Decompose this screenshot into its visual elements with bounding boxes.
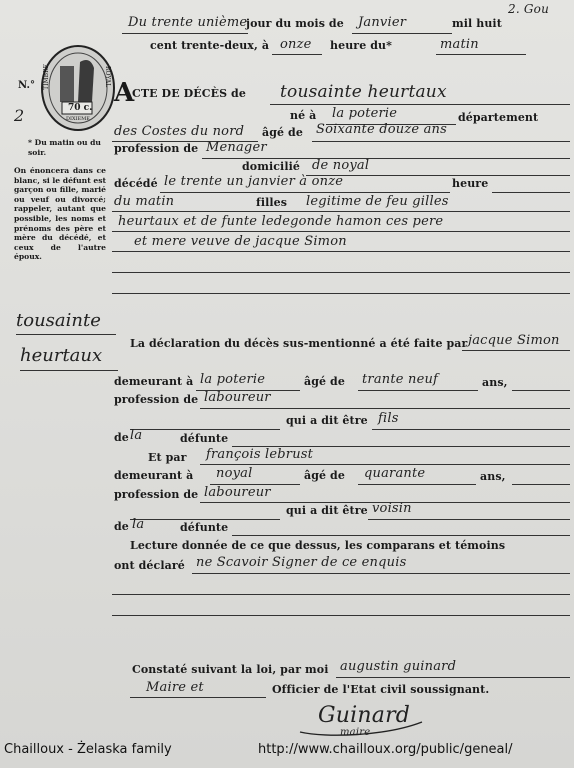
label-defunte: défunte [180,432,229,445]
stamp-top-text: TIMBRE [43,64,50,90]
stamp-bottom: DIXIEME [66,116,90,122]
acte-name: tousainte heurtaux [280,82,447,102]
label-domicile: domicilié [242,160,300,173]
label-defunte-2: défunte [180,521,229,534]
detail-line-a: du matin [114,194,175,209]
declarant-age: trante neuf [362,372,439,387]
detail-line-b: heurtaux et de funte ledegonde hamon ces pere [118,214,444,229]
header-hour: onze [280,37,312,52]
label-departement: département [458,111,539,124]
label-profession-2: profession de [114,393,199,406]
domicile: de noyal [312,158,370,173]
residence: la poterie [200,372,266,387]
label-demeurant-2: demeurant à [114,469,194,482]
label-ont-declare: ont déclaré [114,559,185,572]
number-label: N.° [18,80,35,91]
death-date: le trente un janvier à onze [164,174,344,189]
label-ans-2: ans, [480,470,506,483]
officer-name: augustin guinard [340,659,457,674]
label-et-par: Et par [148,451,187,464]
margin-instructions: On énoncera dans ce blanc, si le défunt est garçon ou fille, marié ou veuf ou divorcé; rappeler, autant que possible, les noms et prénoms des père et mère du décédé, et ceux de l'autre époux. [14,166,106,262]
footer-url[interactable]: http://www.chailloux.org/public/geneal/ [258,742,513,757]
relation-2: voisin [372,501,412,516]
note-star: * Du matin ou du soir. [28,138,101,157]
acte-title: CTE DE DÉCÈS de [132,87,246,100]
second-declarant: françois lebrust [206,447,314,462]
second-declarant-age: quarante [364,466,426,481]
constate-text: Constaté suivant la loi, par moi [132,663,329,676]
signature-flourish-icon [296,708,426,738]
label-profession-3: profession de [114,488,199,501]
label-ans: ans, [482,376,508,389]
department: des Costes du nord [114,124,245,139]
corner-note: 2. Gou [508,2,550,16]
label-qui-2: qui a dit être [286,504,368,517]
signature-statement: ne Scavoir Signer de ce enquis [196,555,407,570]
header-text-2: mil huit [452,17,502,30]
birthplace: la poterie [332,106,398,121]
declarant: jacque Simon [468,333,560,348]
de-value: la [130,428,143,443]
footer-family: Chailloux - Żelaska family [4,742,172,757]
detail-line-c: et mere veuve de jacque Simon [134,234,347,249]
number-value: 2 [14,106,25,125]
label-age-2: âgé de [304,375,345,388]
header-text-3: cent trente-deux, à [150,39,270,52]
label-qui: qui a dit être [286,414,368,427]
acte-initial: A [114,78,135,108]
header-month: Janvier [358,15,407,30]
label-profession: profession de [114,142,199,155]
declaration-text: La déclaration du décès sus-mentionné a été faite par [130,337,468,350]
label-age-3: âgé de [304,469,345,482]
age: Soixante douze ans [316,122,447,137]
stamp-side-text: ROYAL [104,66,111,88]
margin-name-2: heurtaux [20,345,103,366]
label-ne: né à [290,109,317,122]
header-text-1: jour du mois de [246,17,344,30]
relation: fils [378,411,399,426]
label-heure: heure [452,177,489,190]
header-text-4: heure du* [330,39,392,52]
signature-subtitle: maire [340,727,371,738]
de-value-2: la [132,517,145,532]
label-filles: filles [256,196,288,209]
declarant-profession: laboureur [204,390,271,405]
stamp-price: 70 c. [68,103,93,113]
header-day: Du trente unième [128,15,248,30]
residence-2: noyal [216,466,253,481]
signature: Guinard [318,703,411,728]
header-ampm: matin [440,37,479,52]
label-demeurant: demeurant à [114,375,194,388]
royal-stamp [40,44,116,132]
detail-line-a2: legitime de feu gilles [306,194,449,209]
second-declarant-profession: laboureur [204,485,271,500]
profession: Menager [206,140,267,155]
label-age: âgé de [262,126,303,139]
margin-name-1: tousainte [16,310,101,331]
label-decede: décédé [114,177,158,190]
label-de: de [114,431,129,444]
officier-text: Officier de l'Etat civil soussignant. [272,683,490,696]
label-de-2: de [114,520,129,533]
lecture-text: Lecture donnée de ce que dessus, les comparans et témoins [130,539,506,552]
maire-label: Maire et [146,680,204,695]
